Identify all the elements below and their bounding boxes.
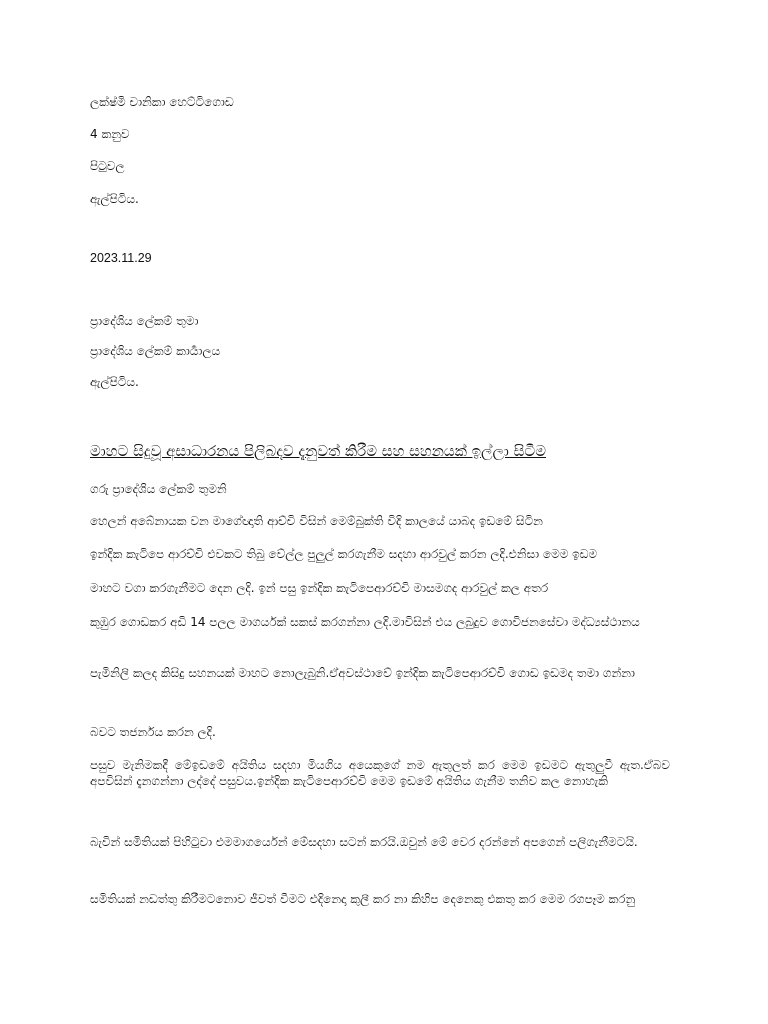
sender-address-line2: පිටුවල <box>90 159 125 173</box>
sender-name: ලක්ෂ්මි චානිකා හෙට්ටිගොඩ <box>90 95 234 109</box>
body-paragraph-1: හෙලන් අබේනායක වන මාගේඥාති ආච්චි විසින් මෙම්බුක්ති විදි කාලයේ යාබද ඉඩමේ සිටින <box>90 514 543 528</box>
body-paragraph-8: බැවින් සමිතියක් පිහිටුවා එමමාගර්යෙන් මේසදහා සටන් කරයි.ඔවුන් මේ වෙර දරන්නේ අපගෙන් පලිගැනීමටයි. <box>90 835 638 849</box>
sender-address-line1: 4 කනුව <box>90 127 130 141</box>
body-paragraph-7: පසුව මැනිමකදී මේඉඩමේ අයිතිය සදහා මියගිය අයෙකුගේ නම ඇතුලත් කර මෙම ඉඩමට ඇතුලුවී ඇත.ඒබව අපවිසින් දැනගන්නා ලද්දේ පසුවය.ඉන්දික කැටිපෙආරච්චි මෙම ඉඩමේ අයිතිය ගැනීම තනිව කල නොහැකි <box>90 758 670 788</box>
body-paragraph-4: කුඹුර ගොඩකර අඩි 14 පලල මාගර්යක් සකස් කරගන්නා ලදි.මාවිසින් එය ලබුදුව ගොවිජනසේවා මද්ධ්‍යස්ථානය <box>90 615 640 629</box>
salutation: ගරු ප්‍රාදේශිය ලේකම් තුමනි <box>90 482 227 496</box>
recipient-line1: ප්‍රාදේශිය ලේකම් තුමා <box>90 314 199 328</box>
sender-address-line3: ඇල්පිටිය. <box>90 192 139 206</box>
body-paragraph-6: බවට තජර්නය කරන ලදි. <box>90 725 216 739</box>
letter-date: 2023.11.29 <box>90 251 152 265</box>
body-paragraph-5: පැමිනිලි කලද කිසිදු සහනයක් මාහට නොලැබුනි.ඒඅවස්ථාවේ ඉන්දික කැටිපෙආරච්චි ගොඩ ඉඩමද තමා ගන්නා <box>90 666 635 680</box>
recipient-line2: ප්‍රාදේශිය ලේකම් කාර්‍යාලය <box>90 344 221 358</box>
body-paragraph-9: සමිතියක් නඩත්තු කිරීමටනොව ජීවත් වීමට එදිනෙදා කුලී කර නා කිහිප දෙනෙකු එකතු කර මෙම රගපෑම කරනු <box>90 892 636 906</box>
recipient-line3: ඇල්පිටිය. <box>90 375 139 389</box>
body-paragraph-2: ඉන්දික කැටිපෙ ආරච්චි එවකට තිබු වේල්ල පුලුල් කරගැනීම සදහා ආරවුල් කරන ලදි.එනිසා මෙම ඉඩම <box>90 547 598 561</box>
body-paragraph-3: මාහට වගා කරගැනීමට දෙන ලදි. ඉන් පසු ඉන්දික කැටිපෙආරච්චි මාසමගද ආරවුල් කල අතර <box>90 581 549 595</box>
letter-subject: මාහට සිදුවූ අසාධාරනය පිලිබදව දැනුවත් කිරීම සහ සහනයක් ඉල්ලා සිටීම <box>90 442 546 460</box>
